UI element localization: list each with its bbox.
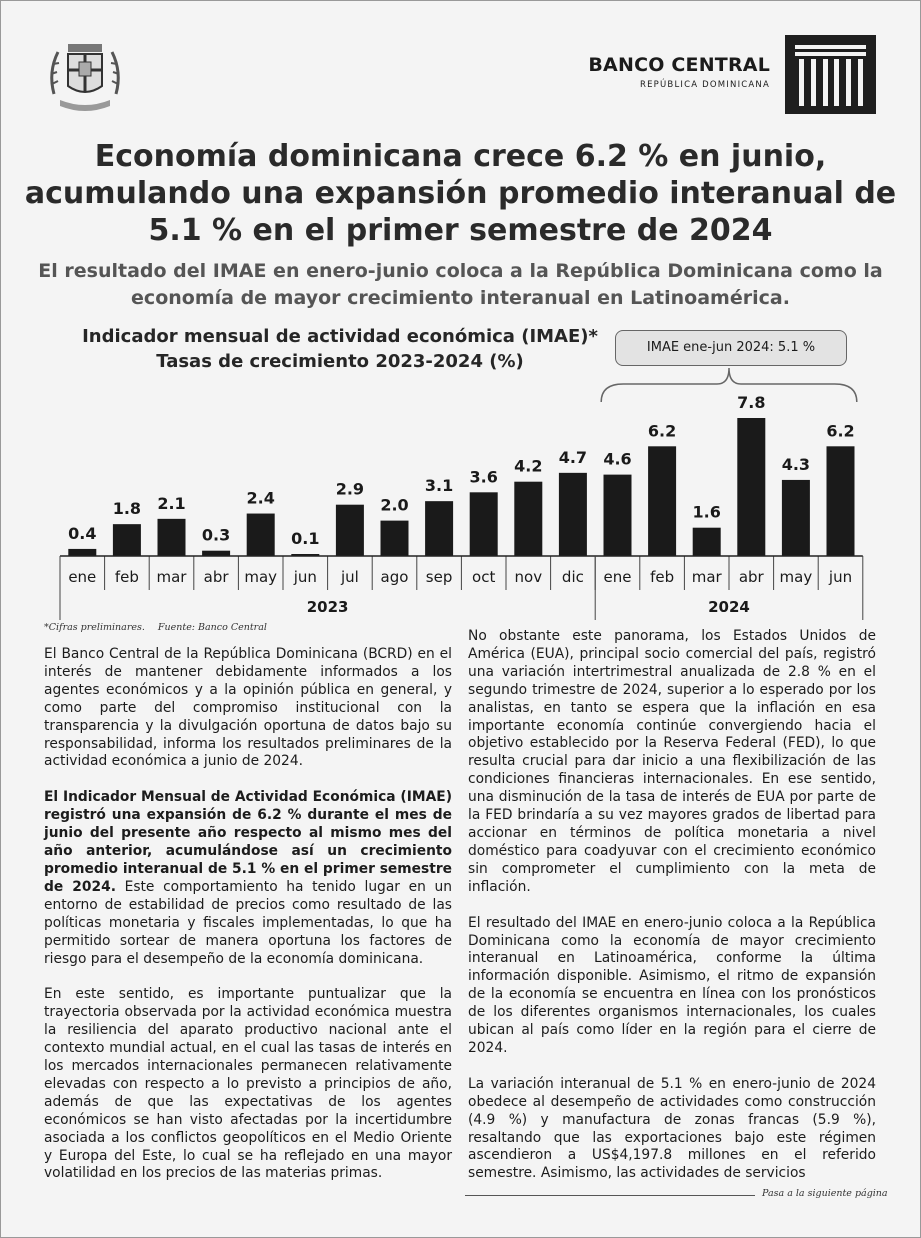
x-tick-label: abr bbox=[203, 568, 229, 586]
bar bbox=[827, 446, 855, 556]
x-tick-label: jun bbox=[828, 568, 853, 586]
x-tick-label: may bbox=[779, 568, 813, 586]
x-tick-label: ene bbox=[68, 568, 97, 586]
paragraph: El resultado del IMAE en enero-junio coloca a la República Dominicana como la economía de mayor crecimiento interanual en Latinoamérica, conforme la última información disponible. Asimismo, el ritmo de expansión de la economía se encuentra en línea con los pronósticos de los diferentes organismos internacionales, los cuales ubican al país como líder en la región para el cierre de 2024. bbox=[468, 914, 876, 1056]
paragraph: La variación interanual de 5.1 % en enero-junio de 2024 obedece al desempeño de actividades como construcción (4.9 %) y manufactura de zonas francas (5.9 %), resaltando que las exportaciones bajo este régimen ascendieron a US$4,197.8 millones en el referido semestre. Asimismo, las actividades de servicios bbox=[468, 1075, 876, 1182]
bar-value-label: 2.0 bbox=[380, 495, 409, 515]
x-tick-label: feb bbox=[114, 568, 139, 586]
year-label: 2024 bbox=[708, 598, 750, 616]
x-tick-label: ene bbox=[603, 568, 632, 586]
bracket bbox=[601, 368, 857, 402]
bar-value-label: 3.1 bbox=[424, 476, 454, 496]
x-tick-label: sep bbox=[425, 568, 453, 586]
bar-value-label: 4.7 bbox=[558, 447, 588, 467]
x-tick-label: dic bbox=[561, 568, 584, 586]
bar bbox=[202, 551, 230, 556]
chart-title: Indicador mensual de actividad económica (IMAE)* bbox=[82, 326, 598, 347]
bar bbox=[514, 482, 542, 556]
bar-value-label: 2.4 bbox=[246, 488, 275, 508]
bar-value-label: 1.6 bbox=[692, 502, 721, 522]
bar bbox=[470, 492, 498, 556]
bar bbox=[336, 505, 364, 556]
bar bbox=[68, 549, 96, 556]
x-tick-label: may bbox=[244, 568, 278, 586]
bar-value-label: 2.1 bbox=[157, 493, 186, 513]
bar-value-label: 4.2 bbox=[514, 456, 543, 476]
paragraph-rest: Este comportamiento ha tenido lugar en un entorno de estabilidad de precios como resultado de las políticas monetaria y fiscales implementadas, lo que ha permitido sortear de manera oportuna los factores de riesgo para el desempeño de la economía dominicana. bbox=[44, 878, 452, 967]
paragraph: El Banco Central de la República Dominicana (BCRD) en el interés de mantener debidamente informados a los agentes económicos y a la opinión pública en general, y como parte del compromiso institucional con la transparencia y la divulgación oportuna de datos bajo su responsabilidad, informa los resultados preliminares de la actividad económica a junio de 2024. bbox=[44, 646, 452, 770]
x-tick-label: mar bbox=[691, 568, 722, 586]
bar bbox=[648, 446, 676, 556]
bar bbox=[113, 524, 141, 556]
bar-value-label: 4.3 bbox=[781, 454, 811, 474]
bar bbox=[604, 475, 632, 556]
continued-note: Pasa a la siguiente página bbox=[762, 1188, 888, 1199]
bar bbox=[693, 528, 721, 556]
x-tick-label: jun bbox=[293, 568, 317, 586]
x-tick-label: nov bbox=[514, 568, 543, 586]
x-tick-label: ago bbox=[380, 568, 409, 586]
footnote-source: Fuente: Banco Central bbox=[157, 622, 267, 633]
chart-footnote bbox=[44, 622, 277, 633]
year-label: 2023 bbox=[306, 598, 349, 616]
bar-value-label: 7.8 bbox=[737, 393, 766, 412]
x-tick-label: oct bbox=[472, 568, 496, 586]
bar bbox=[158, 519, 186, 556]
paragraph: En este sentido, es importante puntualizar que la trayectoria observada por la actividad económica muestra la resiliencia del aparato productivo nacional ante el contexto mundial actual, en el cual las tasas de interés en los mercados internacionales permanecen relativamente elevadas con respecto a lo previsto a principios de año, además de que las expectativas de los agentes económicos se han visto afectadas por la incertidumbre asociada a los conflictos geopolíticos en el Medio Oriente y Europa del Este, lo cual se ha reflejado en una mayor volatilidad en los precios de las materias primas. bbox=[44, 986, 452, 1182]
headline: Economía dominicana crece 6.2 % en junio, acumulando una expansión promedio interanual de 5.1 % en el primer semestre de 2024 bbox=[24, 139, 897, 248]
subheadline: El resultado del IMAE en enero-junio coloca a la República Dominicana como la economía de mayor crecimiento interanual en Latinoamérica. bbox=[38, 260, 883, 309]
bar bbox=[381, 521, 409, 556]
bar-value-label: 6.2 bbox=[647, 421, 677, 441]
bar bbox=[425, 501, 453, 556]
footnote-note: *Cifras preliminares. bbox=[44, 622, 145, 633]
bank-subtitle: REPÚBLICA DOMINICANA bbox=[639, 80, 770, 90]
right-column bbox=[468, 628, 876, 1201]
bar-value-label: 0.1 bbox=[291, 529, 320, 548]
bar-value-label: 6.2 bbox=[826, 421, 855, 441]
bar bbox=[559, 473, 587, 556]
bar-value-label: 4.6 bbox=[603, 449, 632, 469]
bar-value-label: 2.9 bbox=[335, 479, 365, 499]
paragraph bbox=[44, 789, 452, 968]
x-tick-label: jul bbox=[340, 568, 359, 586]
x-tick-label: feb bbox=[650, 568, 675, 586]
bar bbox=[247, 514, 275, 556]
continued-rule bbox=[465, 1195, 755, 1196]
bar bbox=[737, 418, 765, 556]
bar-value-label: 0.4 bbox=[68, 523, 97, 543]
bank-name: BANCO CENTRAL bbox=[588, 54, 770, 76]
bar bbox=[782, 480, 810, 556]
bar-value-label: 3.6 bbox=[469, 467, 498, 487]
x-tick-label: abr bbox=[738, 568, 764, 586]
annotation-badge: IMAE ene-jun 2024: 5.1 % bbox=[615, 330, 847, 366]
paragraph-bold: El Indicador Mensual de Actividad Económica (IMAE) registró una expansión de 6.2 % durante el mes de junio del presente año respecto al mismo mes del año anterior, acumulándose así un crecimiento promedio interanual de 5.1 % en el primer semestre de 2024. bbox=[44, 789, 452, 895]
x-tick-label: mar bbox=[156, 568, 187, 586]
left-column bbox=[44, 646, 452, 1201]
bar-value-label: 1.8 bbox=[112, 499, 142, 519]
chart-subtitle: Tasas de crecimiento 2023-2024 (%) bbox=[156, 351, 524, 372]
bar-value-label: 0.3 bbox=[201, 525, 231, 545]
paragraph: No obstante este panorama, los Estados Unidos de América (EUA), principal socio comercial del país, registró una variación intertrimestral anualizada de 2.8 % en el segundo trimestre de 2024, superior a lo esperado por los analistas, en tanto se espera que la inflación en esa importante economía continúe convergiendo hacia el objetivo establecido por la Reserva Federal (FED), lo que resulta crucial para dar inicio a una flexibilización de las condiciones financieras internacionales. En ese sentido, una disminución de la tasa de interés de EUA por parte de la FED brindaría a su vez mayores grados de libertad para accionar en términos de política monetaria a nivel doméstico para coadyuvar con el crecimiento económico sin comprometer el cumplimiento con la meta de inflación. bbox=[468, 628, 876, 895]
